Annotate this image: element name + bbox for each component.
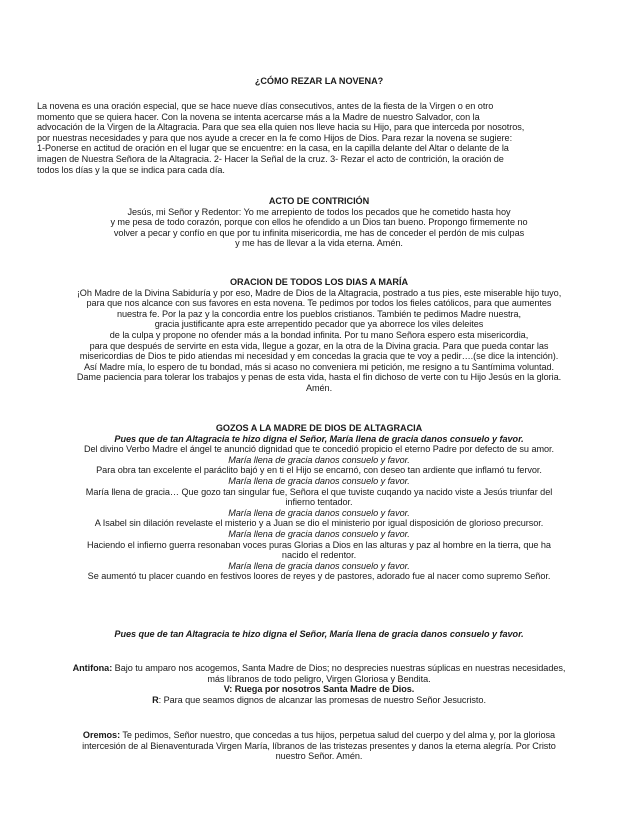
intro-line: 1-Ponerse en actitud de oración en el lugar que se encuentre: en la casa, en la capilla delante del Altar o delante de la [37, 143, 509, 154]
antifona-section [22, 663, 616, 705]
intro-line: La novena es una oración especial, que se hace nueve días consecutivos, antes de la fiesta de la Virgen o en otro [37, 101, 494, 111]
gozos-refrain: María llena de gracia danos consuelo y favor. [228, 454, 410, 465]
page-title: ¿CÓMO REZAR LA NOVENA? [254, 76, 384, 86]
gozos-verse: Para obra tan excelente el paráclito bajó y en ti el Hijo se encarnó, con deseo tan ardiente que inflamó tu fervor. [96, 465, 542, 476]
oremos-section [22, 730, 616, 762]
gozos-verse: infierno tentador. [285, 497, 353, 508]
oracion-line: para que después de servirte en esta vida, llegue a gozar, en la otra de la Divina gracia. Para que pueda contar las [89, 340, 549, 351]
response-text: : Para que seamos dignos de alcanzar las promesas de nuestro Señor Jesucristo. [158, 694, 486, 705]
intro-line: momento que se quiera hacer. Con la novena se intenta acercarse más a la Madre de nuestro Salvador, con la [37, 111, 480, 122]
gozos-verse: Haciendo el infierno guerra resonaban voces puras Glorias a Dios en las alturas y paz al hombre en la tierra, que ha [87, 539, 551, 550]
intro-paragraph [37, 101, 607, 175]
antifona-line: más líbranos de todo peligro, Virgen Gloriosa y Bendita. [207, 673, 431, 684]
contricion-section [22, 196, 616, 249]
antifona-line [22, 663, 616, 674]
antifona-label: Antifona: [72, 663, 113, 673]
contricion-line: y me has de llevar a la vida eterna. Amén. [235, 238, 403, 249]
oracion-line: ¡Oh Madre de la Divina Sabiduría y por eso, Madre de Dios de la Altagracia, postrado a tus pies, este miserable hijo tuyo, [76, 287, 562, 298]
gozos-refrain-outro: Pues que de tan Altagracia te hizo digna el Señor, María llena de gracia danos consuelo y favor. [114, 629, 524, 639]
contricion-line: y me pesa de todo corazón, porque con ellos he ofendido a un Dios tan bueno. Propongo firmemente no [110, 217, 528, 228]
oracion-heading: ORACION DE TODOS LOS DIAS A MARÍA [230, 277, 408, 287]
gozos-verse: Se aumentó tu placer cuando en festivos loores de reyes y de pastores, adorado fue al nacer como supremo Señor. [87, 571, 551, 582]
oracion-line: nuestra fe. Por la paz y la concordia entre los pueblos cristianos. También te pedimos Madre nuestra, [116, 308, 522, 319]
gozos-verse: María llena de gracia… Que gozo tan singular fue, Señora el que tuviste cuqando ya nacido viste a Jesús triunfar del [85, 486, 553, 497]
oracion-line: Así Madre mía, lo espero de tu bondad, más si acaso no conveniera mi petición, me resigno a tu Santímima voluntad. [83, 361, 555, 372]
oracion-line: para que nos alcance con sus favores en esta novena. Te pedimos por todos los fieles católicos, para que aumentes [86, 298, 552, 309]
gozos-heading: GOZOS A LA MADRE DE DIOS DE ALTAGRACIA [215, 423, 423, 433]
intro-line: por nuestras necesidades y para que nos ayude a crecer en la fe como Hijos de Dios. Para rezar la novena se sugiere: [37, 132, 513, 143]
intro-line: todos los días y la que se indica para cada día. [37, 164, 225, 175]
intro-line: imagen de Nuestra Señora de la Altagracia. 2- Hacer la Señal de la cruz. 3- Rezar el acto de contrición, la oración de [37, 153, 504, 164]
gozos-refrain: María llena de gracia danos consuelo y favor. [228, 475, 410, 486]
gozos-refrain: María llena de gracia danos consuelo y favor. [228, 507, 410, 518]
contricion-line: Jesús, mi Señor y Redentor: Yo me arrepiento de todos los pecados que he cometido hasta hoy [127, 206, 511, 217]
oracion-line: de la culpa y propone no ofender más a la bondad infinita. Por tu mano Señora espero esta misericordia, [109, 329, 529, 340]
gozos-verse: Del divino Verbo Madre el ángel te anunció dignidad que te concedió propicio el eterno Padre por defecto de su amor. [83, 444, 555, 455]
oremos-label: Oremos: [82, 730, 121, 740]
oremos-line: intercesión de al Bienaventurada Virgen María, líbranos de las tristezas presentes y danos la eterna alegría. Por Cristo [82, 740, 556, 751]
contricion-heading: ACTO DE CONTRICIÓN [268, 196, 370, 206]
oremos-text: Te pedimos, Señor nuestro, que concedas a tus hijos, perpetua salud del cuerpo y del alma y, por la gloriosa [120, 730, 556, 740]
gozos-outro-section [22, 629, 616, 640]
contricion-line: volver a pecar y confío en que por tu infinita misericordia, me has de conceder el perdón de mis culpas [113, 227, 525, 238]
oracion-line: misericordias de Dios te pido atiendas mi necesidad y em concedas la gracia que te voy a pedir….(se dice la intención). [79, 351, 559, 362]
oracion-line: Dame paciencia para tolerar los trabajos y penas de esta vida, hasta el fin dichoso de verte con tu Hijo Jesús en la gloria. [76, 372, 562, 383]
gozos-refrain: María llena de gracia danos consuelo y favor. [228, 528, 410, 539]
gozos-verse: nacido el redentor. [281, 550, 357, 561]
response-label: R [152, 694, 159, 705]
gozos-verse: A Isabel sin dilación revelaste el misterio y a Juan se dio el ministerio por igual disposición de glorioso precursor. [94, 518, 544, 529]
gozos-refrain: María llena de gracia danos consuelo y favor. [228, 560, 410, 571]
oracion-line: Amén. [305, 382, 333, 393]
antifona-text: Bajo tu amparo nos acogemos, Santa Madre de Dios; no desprecies nuestras súplicas en nuestras necesidades, [112, 663, 566, 673]
antifona-response [22, 695, 616, 706]
antifona-versicle: V: Ruega por nosotros Santa Madre de Dios. [223, 684, 415, 695]
intro-line: advocación de la Virgen de la Altagracia. Para que sea ella quien nos lleve hacia su Hijo, para que interceda por nosotros, [37, 122, 525, 133]
oracion-line: gracia justificante apra este arrepentido pecador que ya aborrece los viles deleites [154, 319, 484, 330]
oremos-line: nuestro Señor. Amén. [275, 751, 363, 762]
gozos-refrain-intro: Pues que de tan Altagracia te hizo digna el Señor, María llena de gracia danos consuelo y favor. [114, 433, 524, 444]
oremos-line [22, 730, 616, 741]
gozos-section [22, 423, 616, 582]
oracion-section [22, 277, 616, 394]
